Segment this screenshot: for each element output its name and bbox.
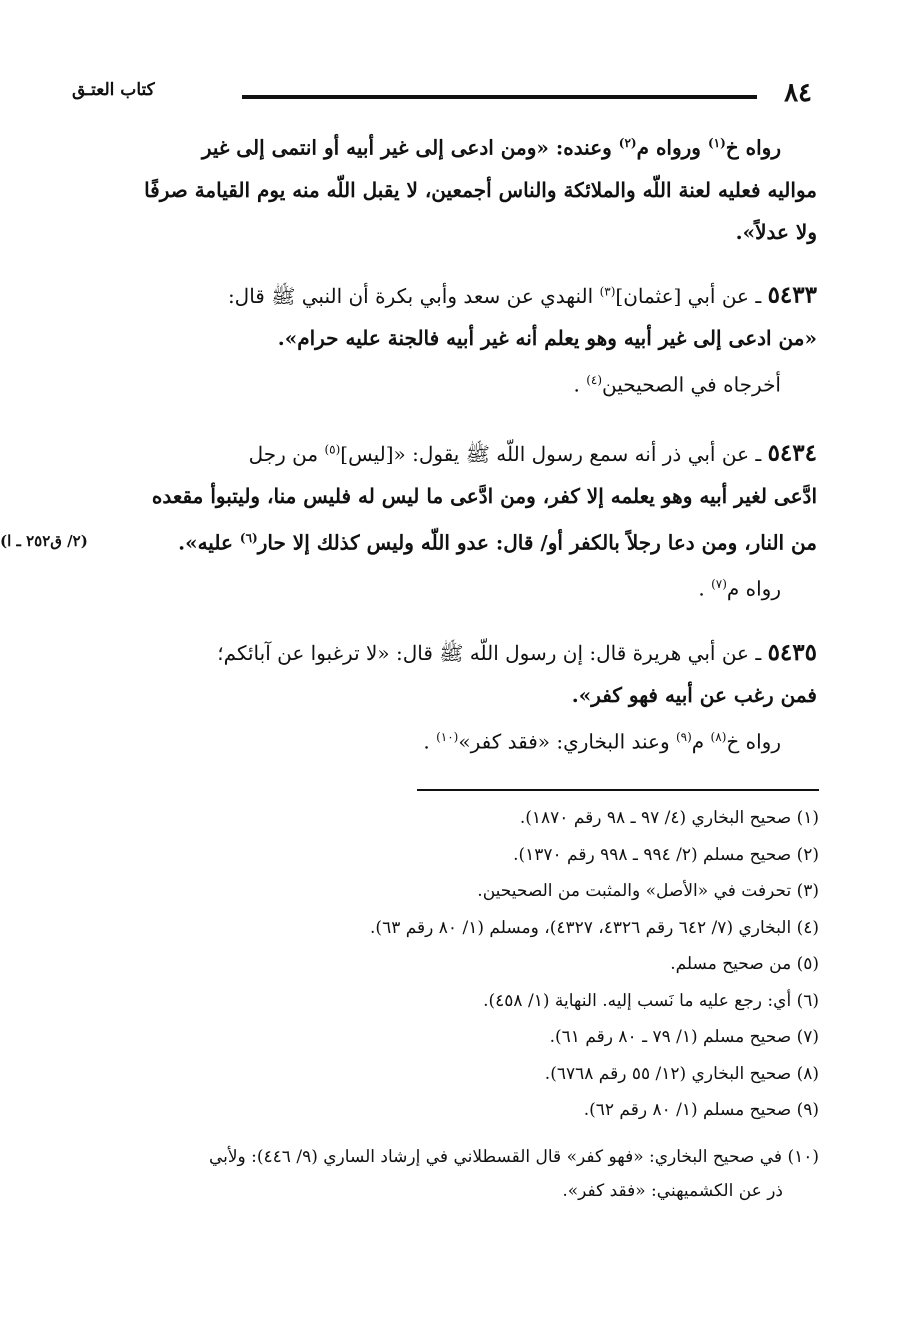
footnote: (٦) أي: رجع عليه ما نَسب إليه. النهاية (١/ ٤٥٨).: [483, 990, 819, 1011]
intro-paragraph: [72, 122, 817, 253]
footnote-marker: (٨): [710, 730, 727, 744]
footnote-marker: (٤): [586, 372, 603, 387]
book-title: كتاب العتـق: [72, 80, 155, 100]
footnote: (٤) البخاري (٧/ ٦٤٢ رقم ٤٣٢٦، ٤٣٢٧)، ومسلم (١/ ٨٠ رقم ٦٣).: [370, 917, 819, 938]
text-line: أخرجاه في الصحيحين$^{(٤)}$ .: [573, 372, 781, 397]
footnote-marker: (٩): [675, 730, 692, 744]
hadith-number: ٥٤٣٤: [767, 439, 817, 467]
footnote: (٣) تحرفت في «الأصل» والمثبت من الصحيحين.: [477, 881, 819, 901]
footnotes: [230, 800, 819, 1129]
text-line: ـ عن أبي هريرة قال: إن رسول اللّه ﷺ قال: «لا ترغبوا عن آبائكم؛: [217, 641, 762, 665]
page-header: [72, 78, 812, 118]
footnote: (١) صحيح البخاري (٤/ ٩٧ ـ ٩٨ رقم ١٨٧٠).: [519, 808, 819, 828]
footnote-marker: (١٠): [436, 730, 459, 744]
footnote-marker: (٢): [618, 136, 637, 150]
text-line: رواه خ$^{(١)}$ ورواه م$^{(٢)}$ وعنده: «ومن ادعى إلى غير أبيه أو انتمى إلى غير: [201, 135, 781, 160]
text-line: «من ادعى إلى غير أبيه وهو يعلم أنه غير أبيه فالجنة عليه حرام».: [277, 325, 817, 350]
footnote: (٨) صحيح البخاري (١٢/ ٥٥ رقم ٦٧٦٨).: [544, 1063, 819, 1084]
footnote-10: [72, 1140, 819, 1208]
hadith-5435: [72, 632, 817, 763]
footnote-rule: [417, 789, 819, 791]
text-line: ـ عن أبي ذر أنه سمع رسول اللّه ﷺ يقول: «[ليس]$^{(٥)}$ من رجل: [248, 441, 762, 466]
footnote-marker: (١): [707, 136, 726, 150]
text-line: ولا عدلاً».: [735, 219, 817, 244]
text-line: رواه م$^{(٧)}$ .: [698, 576, 781, 601]
page-number: ٨٤: [784, 78, 812, 108]
footnote-marker: (٧): [711, 577, 727, 592]
footnote: (٩) صحيح مسلم (١/ ٨٠ رقم ٦٢).: [583, 1100, 819, 1120]
text-line: فمن رغب عن أبيه فهو كفر».: [571, 683, 817, 707]
footnote: ذر عن الكشميهني: «فقد كفر».: [562, 1181, 783, 1201]
header-rule: [242, 95, 757, 99]
footnote: (١٠) في صحيح البخاري: «فهو كفر» قال القسطلاني في إرشاد الساري (٩/ ٤٤٦): ولأبي: [208, 1147, 819, 1167]
manuscript-margin-ref: (٢/ ق٢٥٢ ـ ا): [0, 532, 88, 550]
footnote: (٧) صحيح مسلم (١/ ٧٩ ـ ٨٠ رقم ٦١).: [549, 1027, 819, 1047]
footnote: (٢) صحيح مسلم (٢/ ٩٩٤ ـ ٩٩٨ رقم ١٣٧٠).: [513, 844, 819, 865]
hadith-5434: [72, 428, 817, 610]
footnote-marker: (٣): [599, 284, 616, 298]
text-line: مواليه فعليه لعنة اللّه والملائكة والناس أجمعين، لا يقبل اللّه منه يوم القيامة صرفًا: [144, 177, 817, 202]
text-line: ادَّعى لغير أبيه وهو يعلمه إلا كفر، ومن ادَّعى ما ليس له فليس منا، وليتبوأ مقعده: [151, 483, 817, 508]
text-line: من النار، ومن دعا رجلاً بالكفر أو/ قال: عدو اللّه وليس كذلك إلا حار$^{(٦)}$ عليه».: [178, 530, 817, 555]
hadith-number: ٥٤٣٥: [767, 639, 817, 666]
text-line: رواه خ$^{(٨)}$ م$^{(٩)}$ وعند البخاري: «فقد كفر»$^{(١٠)}$ .: [423, 729, 781, 754]
footnote-marker: (٥): [324, 442, 341, 456]
footnote: (٥) من صحيح مسلم.: [670, 954, 819, 974]
text-line: ـ عن أبي [عثمان]$^{(٣)}$ النهدي عن سعد وأبي بكرة أن النبي ﷺ قال:: [227, 283, 762, 308]
hadith-5433: [72, 270, 817, 405]
hadith-number: ٥٤٣٣: [767, 281, 817, 309]
footnote-marker: (٦): [239, 530, 258, 545]
